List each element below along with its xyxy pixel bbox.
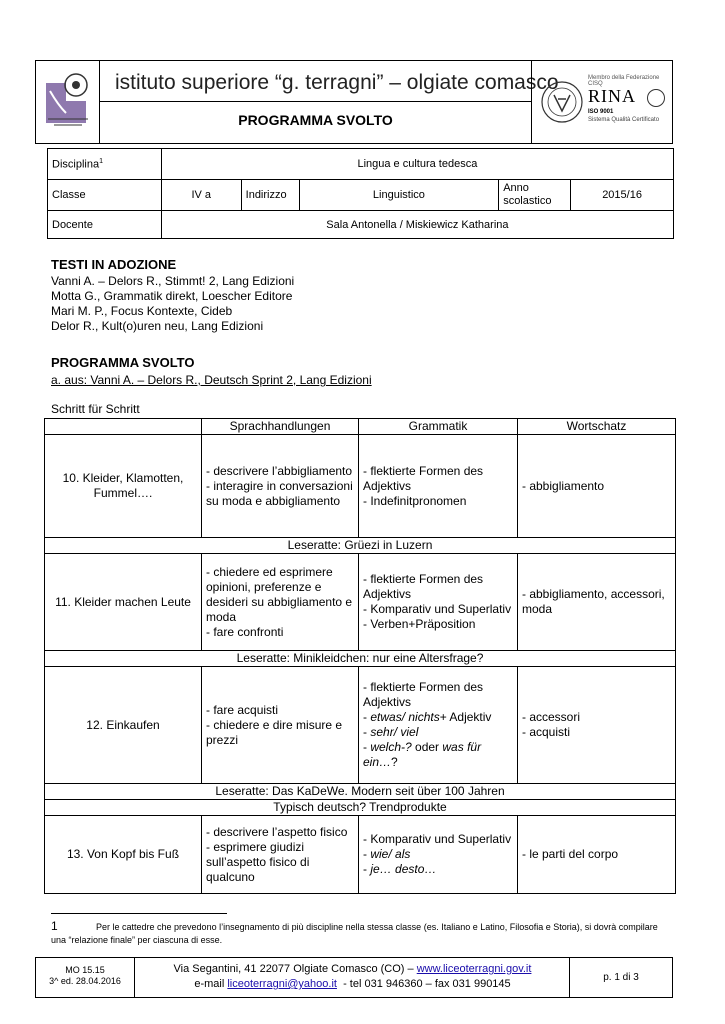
wort-cell: - le parti del corpo xyxy=(518,816,676,894)
header-subtitle: PROGRAMMA SVOLTO xyxy=(238,112,393,128)
programma-title: PROGRAMMA SVOLTO xyxy=(51,355,195,370)
website-link[interactable]: www.liceoterragni.gov.it xyxy=(416,963,532,975)
cert-system: Sistema Qualità Certificato xyxy=(588,117,660,123)
cert-seal-icon xyxy=(647,89,665,107)
unit-title: 12. Einkaufen xyxy=(45,667,202,784)
email-link[interactable]: liceoterragni@yahoo.it xyxy=(227,978,337,990)
table-row xyxy=(45,667,676,784)
book-1: Vanni A. – Delors R., Stimmt! 2, Lang Edizioni xyxy=(51,274,295,288)
page-number: p. 1 di 3 xyxy=(569,958,672,997)
classe-value: IV a xyxy=(161,180,241,211)
typisch-row: Typisch deutsch? Trendprodukte xyxy=(45,800,676,816)
header-wortschatz: Wortschatz xyxy=(518,419,676,435)
cert-iso: ISO 9001 xyxy=(588,109,614,115)
docente-label: Docente xyxy=(48,211,162,239)
gram-cell: - Komparativ und Superlativ - wie/ als - je… desto… xyxy=(359,816,518,894)
header-sprachhandlungen: Sprachhandlungen xyxy=(202,419,359,435)
school-logo xyxy=(36,61,100,143)
footnote-separator xyxy=(51,913,227,914)
table-row xyxy=(45,816,676,894)
leseratte-row: Leseratte: Grüezi in Luzern xyxy=(45,538,676,554)
disciplina-value: Lingua e cultura tedesca xyxy=(161,149,673,180)
document-header xyxy=(35,60,673,144)
leseratte-row: Leseratte: Das KaDeWe. Modern seit über 100 Jahren xyxy=(45,784,676,800)
programma-source: a. aus: Vanni A. – Delors R., Deutsch Sprint 2, Lang Edizioni xyxy=(51,373,372,387)
leseratte-row: Leseratte: Minikleidchen: nur eine Altersfrage? xyxy=(45,651,676,667)
certification-badges xyxy=(531,61,672,143)
school-contacts: Via Segantini, 41 22077 Olgiate Comasco (CO) – www.liceoterragni.gov.it e-mail liceoterragni@yahoo.it - tel 031 946360 – fax 031 990145 xyxy=(173,963,532,990)
testi-title: TESTI IN ADOZIONE xyxy=(51,257,177,272)
book-2: Motta G., Grammatik direkt, Loescher Editore xyxy=(51,289,293,303)
sprach-cell: - descrivere l’aspetto fisico - esprimere giudizi sull’aspetto fisico di qualcuno xyxy=(202,816,359,894)
book-3: Mari M. P., Focus Kontexte, Cideb xyxy=(51,304,233,318)
cert-brand: RINA xyxy=(588,86,636,106)
sprach-cell: - fare acquisti - chiedere e dire misure e prezzi xyxy=(202,667,359,784)
docente-value: Sala Antonella / Miskiewicz Katharina xyxy=(161,211,673,239)
unit-title: 13. Von Kopf bis Fuß xyxy=(45,816,202,894)
anno-value: 2015/16 xyxy=(571,180,674,211)
footnote-text: Per le cattedre che prevedono l’insegnamento di più discipline nella stessa classe (es. Italiano e Latino, Filosofia e Storia), si dovrà compilare una “relazione finale” per ciascuna di esse. xyxy=(51,922,658,945)
programma-caption: Schritt für Schritt xyxy=(51,402,140,416)
school-name: istituto superiore “g. terragni” – olgiate comasco xyxy=(115,71,559,94)
table-row xyxy=(45,554,676,651)
gram-cell: - flektierte Formen des Adjektivs - Indefinitpronomen xyxy=(359,435,518,538)
classe-label: Classe xyxy=(48,180,162,211)
sprach-cell: - chiedere ed esprimere opinioni, preferenze e desideri su abbigliamento e moda - fare confronti xyxy=(202,554,359,651)
course-info-table xyxy=(47,148,674,239)
document-footer xyxy=(35,957,673,998)
gram-cell: - flektierte Formen des Adjektivs - Komparativ und Superlativ - Verben+Präposition xyxy=(359,554,518,651)
unit-title: 11. Kleider machen Leute xyxy=(45,554,202,651)
wort-cell: - accessori - acquisti xyxy=(518,667,676,784)
indirizzo-label: Indirizzo xyxy=(241,180,299,211)
wort-cell: - abbigliamento, accessori, moda xyxy=(518,554,676,651)
cert-member: Membro della Federazione CISQ xyxy=(588,75,660,87)
form-code: MO 15.15 3^ ed. 28.04.2016 xyxy=(36,958,135,997)
table-row xyxy=(45,435,676,538)
gram-cell: - flektierte Formen des Adjektivs - etwas/ nichts+ Adjektiv - sehr/ viel - welch-? oder was für ein…? xyxy=(359,667,518,784)
unit-title: 10. Kleider, Klamotten, Fummel…. xyxy=(45,435,202,538)
wort-cell: - abbigliamento xyxy=(518,435,676,538)
header-grammatik: Grammatik xyxy=(359,419,518,435)
indirizzo-value: Linguistico xyxy=(299,180,499,211)
disciplina-label: Disciplina$^1$ xyxy=(48,149,162,180)
footnote-number: 1 xyxy=(51,919,58,933)
book-4: Delor R., Kult(o)uren neu, Lang Edizioni xyxy=(51,319,264,333)
anno-label: Anno scolastico xyxy=(499,180,571,211)
programma-table xyxy=(44,418,676,894)
sprach-cell: - descrivere l’abbigliamento - interagire in conversazioni su moda e abbigliamento xyxy=(202,435,359,538)
